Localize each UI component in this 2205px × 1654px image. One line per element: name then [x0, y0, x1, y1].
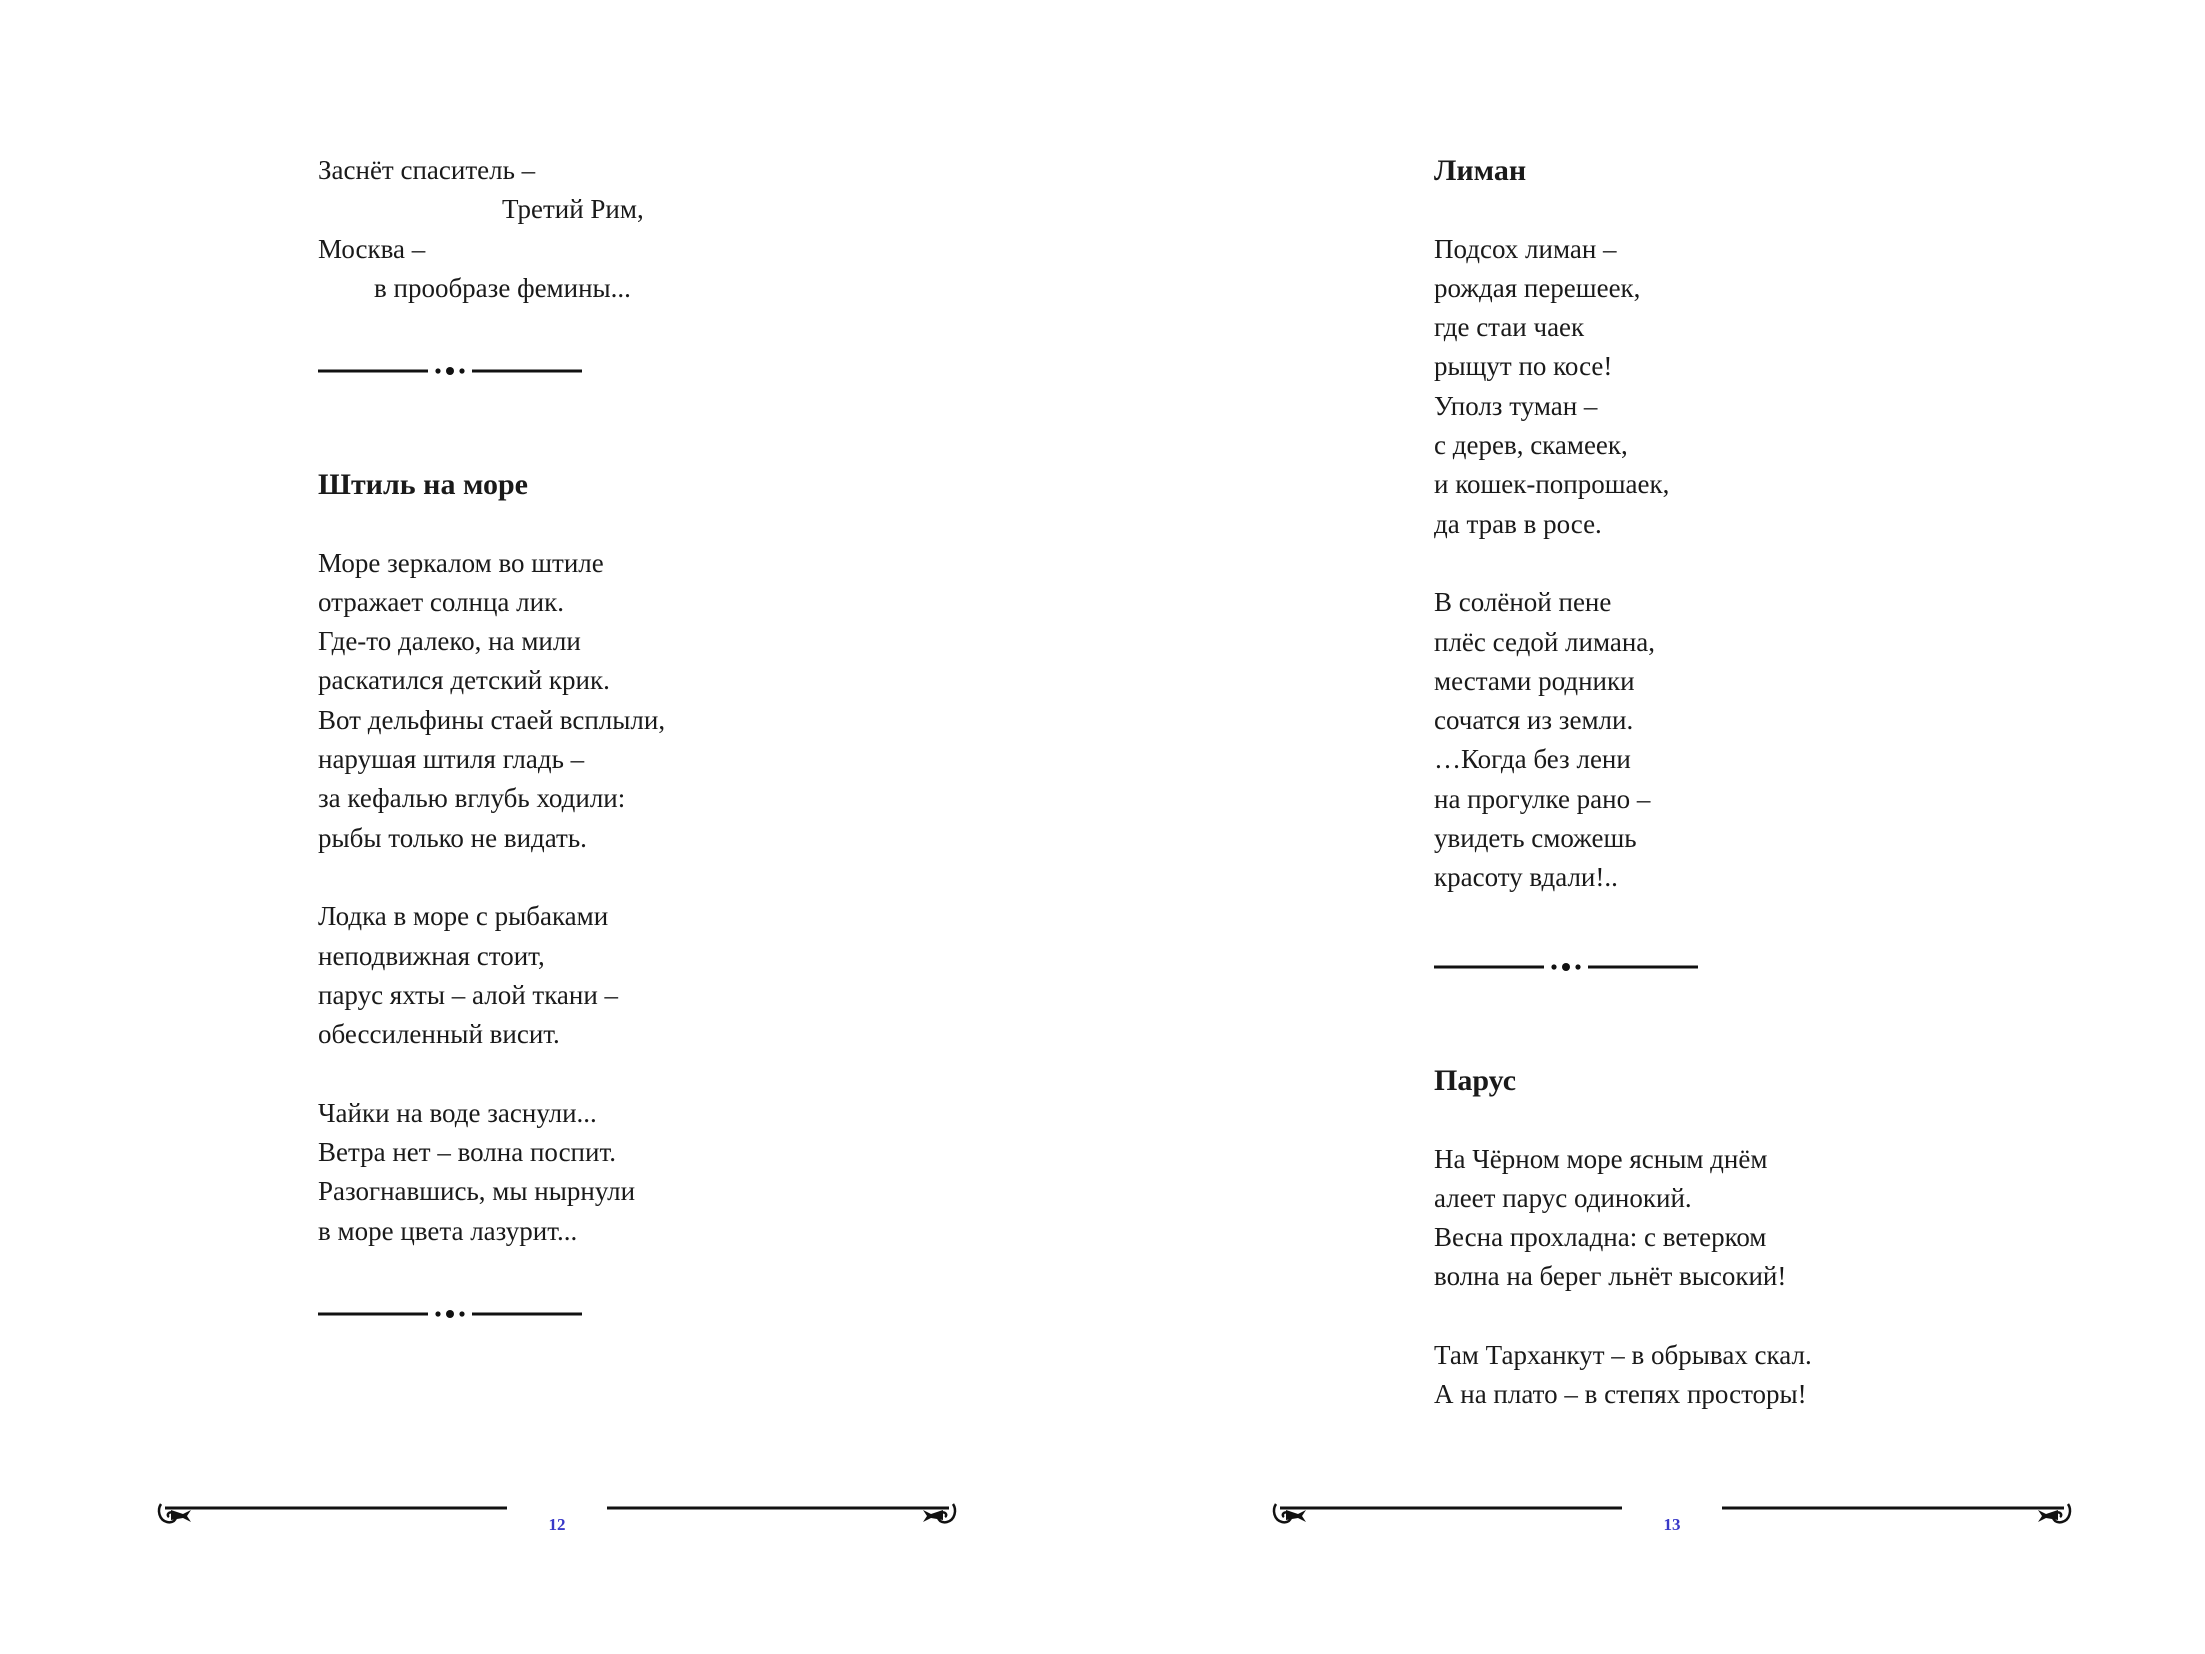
page-number: 13 [1663, 1515, 1681, 1534]
verse-line: в прообразе фемины... [374, 272, 631, 303]
verse-line: Третий Рим, [502, 194, 644, 225]
poem-shtil [318, 465, 665, 1251]
verse-line: местами родники [1434, 665, 1635, 696]
verse-line: раскатился детский крик. [318, 665, 610, 696]
verse-line: рождая перешеек, [1434, 272, 1641, 303]
intro-verse [318, 151, 644, 308]
verse-line: обессиленный висит. [318, 1019, 560, 1050]
verse-line: А на плато – в степях просторы! [1434, 1379, 1807, 1410]
poem-title: Парус [1434, 1064, 1517, 1097]
verse-line: отражает солнца лик. [318, 586, 564, 617]
verse-line: и кошек-попрошаек, [1434, 469, 1670, 500]
poem-title: Штиль на море [318, 468, 528, 501]
poem-title: Лиман [1434, 154, 1527, 187]
page-number: 12 [548, 1515, 566, 1534]
verse-line: рыщут по косе! [1434, 351, 1613, 382]
poem-liman [1434, 151, 1669, 898]
right-page [1103, 0, 2205, 1654]
verse-line: Море зеркалом во штиле [318, 547, 604, 578]
verse-line: Где-то далеко, на мили [318, 626, 581, 657]
verse-line: волна на берег льнёт высокий! [1434, 1261, 1787, 1292]
verse-line: красоту вдали!.. [1434, 862, 1618, 893]
verse-line: Заснёт спаситель – [318, 155, 536, 185]
verse-line: плёс седой лимана, [1434, 626, 1656, 657]
verse-line: нарушая штиля гладь – [318, 744, 585, 775]
verse-line: в море цвета лазурит... [318, 1215, 578, 1246]
section-divider [1434, 961, 1698, 973]
verse-line: В солёной пене [1434, 587, 1612, 618]
verse-line: с дерев, скамеек, [1434, 430, 1628, 461]
section-divider [318, 1308, 582, 1320]
verse-line: …Когда без лени [1434, 744, 1631, 775]
verse-line: Москва – [318, 233, 426, 264]
verse-line: Разогнавшись, мы нырнули [318, 1176, 636, 1207]
verse-line: неподвижная стоит, [318, 940, 545, 971]
verse-line: Подсох лиман – [1434, 233, 1617, 264]
verse-line: да трав в росе. [1434, 508, 1602, 539]
verse-line: Лодка в море с рыбаками [318, 901, 609, 932]
verse-line: Там Тарханкут – в обрывах скал. [1434, 1340, 1812, 1371]
verse-line: Ветра нет – волна поспит. [318, 1137, 616, 1168]
verse-line: парус яхты – алой ткани – [318, 979, 619, 1010]
verse-line: рыбы только не видать. [318, 822, 587, 853]
verse-line: На Чёрном море ясным днём [1434, 1143, 1768, 1174]
verse-line: сочатся из земли. [1434, 705, 1634, 736]
verse-line: Вот дельфины стаей всплыли, [318, 704, 666, 735]
left-page [0, 0, 1102, 1654]
verse-line: на прогулке рано – [1434, 783, 1651, 814]
section-divider [318, 365, 582, 377]
verse-line: за кефалью вглубь ходили: [318, 783, 626, 814]
verse-line: Чайки на воде заснули... [318, 1097, 597, 1128]
verse-line: Уполз туман – [1434, 390, 1598, 421]
verse-line: Весна прохладна: с ветерком [1434, 1222, 1767, 1253]
verse-line: где стаи чаек [1434, 312, 1585, 343]
verse-line: алеет парус одинокий. [1434, 1182, 1692, 1213]
verse-line: увидеть сможешь [1434, 823, 1637, 854]
poem-parus [1434, 1061, 1812, 1415]
